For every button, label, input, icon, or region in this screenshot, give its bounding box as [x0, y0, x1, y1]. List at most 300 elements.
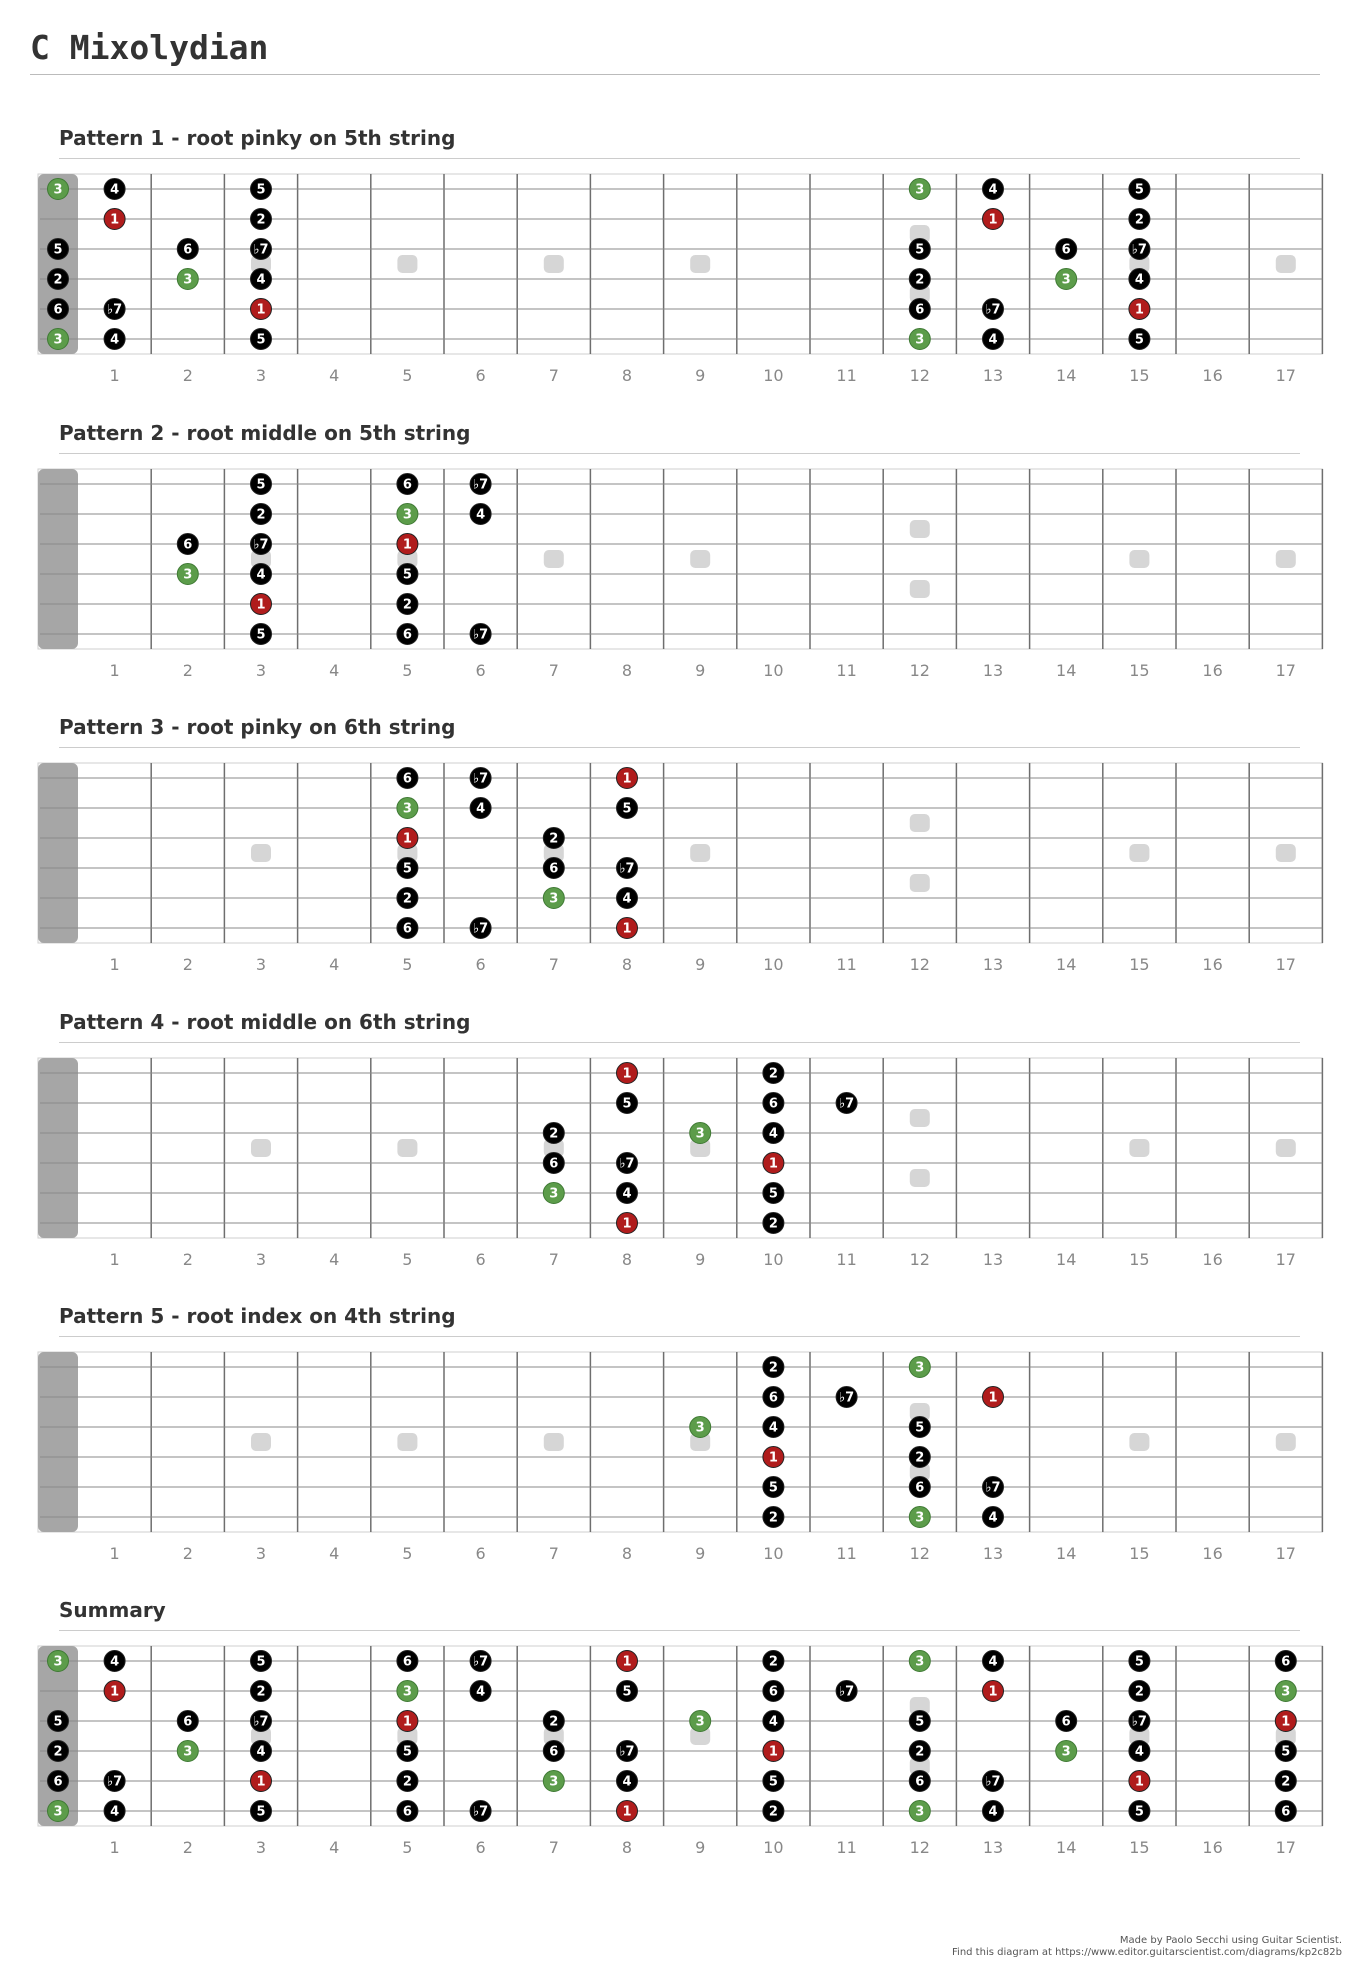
note-dot[interactable]	[104, 299, 125, 320]
fret-number: 8	[621, 366, 633, 385]
note-dot[interactable]	[1129, 1651, 1150, 1672]
note-dot[interactable]	[104, 1681, 125, 1702]
fret-number: 9	[695, 366, 706, 385]
note-label: 3	[183, 567, 193, 583]
note-label: 5	[622, 1684, 632, 1700]
note-label: 5	[1134, 1804, 1144, 1820]
fret-number: 1	[109, 955, 120, 974]
note-label: ♭7	[473, 627, 489, 643]
pattern-title: Pattern 1 - root pinky on 5th string	[59, 126, 456, 150]
fret-number: 14	[1056, 1250, 1077, 1269]
note-label: 1	[402, 831, 412, 847]
credit-author: Made by Paolo Secchi using Guitar Scientist.	[1119, 1935, 1342, 1946]
fret-number: 11	[836, 1250, 857, 1269]
fret-number: 6	[475, 1544, 486, 1563]
note-dot[interactable]	[909, 179, 930, 200]
fret-number: 16	[1202, 1838, 1223, 1857]
fret-number: 13	[982, 1544, 1004, 1563]
note-dot[interactable]	[543, 888, 564, 909]
note-dot[interactable]	[1056, 1741, 1077, 1762]
note-dot[interactable]	[251, 209, 272, 230]
note-dot[interactable]	[617, 798, 638, 819]
note-dot[interactable]	[690, 1711, 711, 1732]
fret-inlay	[1276, 255, 1296, 273]
note-dot[interactable]	[251, 504, 272, 525]
fret-number: 14	[1056, 1544, 1077, 1563]
note-dot[interactable]	[48, 239, 69, 260]
note-label: 1	[402, 537, 412, 553]
fret-inlay	[251, 1433, 271, 1451]
note-label: ♭7	[985, 1774, 1001, 1790]
note-dot[interactable]	[1275, 1741, 1296, 1762]
note-dot[interactable]	[1056, 239, 1077, 260]
note-dot[interactable]	[763, 1093, 784, 1114]
note-dot[interactable]	[763, 1153, 784, 1174]
note-label: 1	[768, 1156, 778, 1172]
fret-inlay	[1129, 1139, 1149, 1157]
note-dot[interactable]	[251, 329, 272, 350]
note-dot[interactable]	[48, 1711, 69, 1732]
note-label: 6	[1061, 1714, 1071, 1730]
nut	[38, 1646, 78, 1826]
fret-number: 14	[1056, 955, 1077, 974]
note-label: 4	[476, 801, 486, 817]
note-dot[interactable]	[836, 1093, 857, 1114]
note-dot[interactable]	[48, 1801, 69, 1822]
note-dot[interactable]	[983, 1681, 1004, 1702]
fret-number: 1	[109, 661, 120, 680]
note-dot[interactable]	[1129, 269, 1150, 290]
note-dot[interactable]	[1129, 1681, 1150, 1702]
fret-number: 1	[109, 1544, 120, 1563]
note-dot[interactable]	[617, 858, 638, 879]
note-label: ♭7	[107, 302, 123, 318]
fret-number: 10	[763, 955, 784, 974]
note-dot[interactable]	[251, 269, 272, 290]
note-dot[interactable]	[397, 564, 418, 585]
note-dot[interactable]	[1056, 1711, 1077, 1732]
note-dot[interactable]	[543, 858, 564, 879]
note-label: 1	[622, 1066, 632, 1082]
note-dot[interactable]	[177, 269, 198, 290]
note-label: 1	[622, 921, 632, 937]
note-dot[interactable]	[48, 269, 69, 290]
note-label: 2	[915, 272, 925, 288]
note-dot[interactable]	[251, 1681, 272, 1702]
note-dot[interactable]	[983, 1651, 1004, 1672]
fret-number: 2	[182, 1250, 193, 1269]
pattern-divider	[59, 453, 1300, 454]
pattern-title: Pattern 5 - root index on 4th string	[59, 1304, 456, 1328]
pattern-title: Summary	[59, 1598, 166, 1622]
note-label: ♭7	[839, 1390, 855, 1406]
note-label: 6	[549, 861, 559, 877]
note-label: 2	[768, 1804, 778, 1820]
note-dot[interactable]	[763, 1447, 784, 1468]
note-label: 4	[622, 891, 632, 907]
fret-number: 17	[1275, 1544, 1296, 1563]
fretboard	[0, 1646, 1320, 1866]
note-dot[interactable]	[397, 798, 418, 819]
fret-number: 8	[621, 1544, 633, 1563]
fret-number: 6	[475, 1250, 486, 1269]
note-dot[interactable]	[983, 1507, 1004, 1528]
fret-number: 5	[402, 955, 413, 974]
fret-number: 11	[836, 1838, 857, 1857]
note-dot[interactable]	[909, 269, 930, 290]
note-label: 6	[1061, 242, 1071, 258]
fret-inlay	[544, 550, 564, 568]
fret-number: 8	[621, 1838, 633, 1857]
note-dot[interactable]	[909, 1507, 930, 1528]
note-label: 5	[1134, 1654, 1144, 1670]
note-dot[interactable]	[836, 1681, 857, 1702]
note-dot[interactable]	[617, 1771, 638, 1792]
note-dot[interactable]	[909, 1447, 930, 1468]
note-dot[interactable]	[983, 179, 1004, 200]
fret-number: 17	[1275, 955, 1296, 974]
note-dot[interactable]	[48, 329, 69, 350]
fret-number: 9	[695, 661, 706, 680]
note-dot[interactable]	[251, 474, 272, 495]
note-dot[interactable]	[763, 1711, 784, 1732]
note-dot[interactable]	[617, 1183, 638, 1204]
note-dot[interactable]	[763, 1357, 784, 1378]
note-dot[interactable]	[909, 1651, 930, 1672]
fret-number: 7	[548, 366, 559, 385]
pattern-title: Pattern 2 - root middle on 5th string	[59, 421, 471, 445]
note-dot[interactable]	[397, 1651, 418, 1672]
note-label: 2	[549, 1714, 559, 1730]
note-dot[interactable]	[397, 624, 418, 645]
note-dot[interactable]	[251, 179, 272, 200]
note-dot[interactable]	[48, 1741, 69, 1762]
note-dot[interactable]	[1129, 239, 1150, 260]
note-dot[interactable]	[177, 239, 198, 260]
note-dot[interactable]	[104, 179, 125, 200]
note-dot[interactable]	[251, 624, 272, 645]
note-dot[interactable]	[397, 594, 418, 615]
fret-number: 13	[982, 1838, 1004, 1857]
note-dot[interactable]	[251, 1711, 272, 1732]
note-dot[interactable]	[763, 1417, 784, 1438]
note-dot[interactable]	[909, 1357, 930, 1378]
note-dot[interactable]	[617, 1651, 638, 1672]
note-dot[interactable]	[909, 1477, 930, 1498]
note-label: 3	[53, 182, 63, 198]
note-dot[interactable]	[1275, 1681, 1296, 1702]
note-dot[interactable]	[763, 1387, 784, 1408]
note-dot[interactable]	[470, 504, 491, 525]
fret-inlay	[544, 1433, 564, 1451]
note-dot[interactable]	[909, 1741, 930, 1762]
note-dot[interactable]	[763, 1771, 784, 1792]
note-dot[interactable]	[617, 768, 638, 789]
note-label: ♭7	[473, 1654, 489, 1670]
note-label: 3	[1061, 1744, 1071, 1760]
note-dot[interactable]	[763, 1741, 784, 1762]
note-dot[interactable]	[983, 209, 1004, 230]
note-dot[interactable]	[763, 1063, 784, 1084]
note-dot[interactable]	[1275, 1651, 1296, 1672]
note-label: 1	[768, 1450, 778, 1466]
fret-number: 16	[1202, 1250, 1223, 1269]
note-dot[interactable]	[1056, 269, 1077, 290]
note-dot[interactable]	[470, 768, 491, 789]
note-dot[interactable]	[470, 1651, 491, 1672]
note-label: 4	[256, 1744, 266, 1760]
note-label: 6	[53, 1774, 63, 1790]
note-dot[interactable]	[177, 1711, 198, 1732]
note-label: 5	[256, 477, 266, 493]
note-dot[interactable]	[397, 1711, 418, 1732]
note-dot[interactable]	[397, 474, 418, 495]
note-dot[interactable]	[543, 828, 564, 849]
note-dot[interactable]	[543, 1741, 564, 1762]
note-dot[interactable]	[48, 1771, 69, 1792]
fret-number: 15	[1129, 1838, 1150, 1857]
note-dot[interactable]	[1129, 1771, 1150, 1792]
note-dot[interactable]	[251, 534, 272, 555]
note-dot[interactable]	[1129, 329, 1150, 350]
note-label: 6	[402, 1654, 412, 1670]
note-label: 5	[622, 1096, 632, 1112]
note-dot[interactable]	[397, 888, 418, 909]
note-dot[interactable]	[543, 1183, 564, 1204]
note-dot[interactable]	[251, 1741, 272, 1762]
note-dot[interactable]	[397, 828, 418, 849]
fret-number: 5	[402, 1838, 413, 1857]
note-label: 4	[622, 1186, 632, 1202]
note-dot[interactable]	[397, 858, 418, 879]
note-dot[interactable]	[690, 1123, 711, 1144]
note-dot[interactable]	[983, 1771, 1004, 1792]
fret-number: 6	[475, 661, 486, 680]
fret-number: 15	[1129, 1544, 1150, 1563]
nut	[38, 174, 78, 354]
note-dot[interactable]	[104, 1771, 125, 1792]
note-dot[interactable]	[104, 329, 125, 350]
note-label: 6	[402, 627, 412, 643]
note-dot[interactable]	[1275, 1801, 1296, 1822]
fret-number: 14	[1056, 661, 1077, 680]
note-dot[interactable]	[909, 329, 930, 350]
fret-inlay	[1276, 1139, 1296, 1157]
fret-inlay	[910, 1169, 930, 1187]
note-dot[interactable]	[251, 239, 272, 260]
note-dot[interactable]	[543, 1711, 564, 1732]
note-dot[interactable]	[104, 1801, 125, 1822]
note-dot[interactable]	[909, 1801, 930, 1822]
note-dot[interactable]	[397, 918, 418, 939]
note-dot[interactable]	[48, 179, 69, 200]
note-dot[interactable]	[983, 1801, 1004, 1822]
note-label: ♭7	[253, 1714, 269, 1730]
note-dot[interactable]	[617, 1093, 638, 1114]
fret-inlay	[690, 844, 710, 862]
note-dot[interactable]	[1275, 1771, 1296, 1792]
note-label: 3	[915, 1804, 925, 1820]
note-label: 5	[768, 1774, 778, 1790]
note-dot[interactable]	[251, 1801, 272, 1822]
title-divider	[30, 74, 1320, 75]
note-dot[interactable]	[470, 1801, 491, 1822]
note-dot[interactable]	[397, 504, 418, 525]
note-label: 4	[988, 1654, 998, 1670]
note-dot[interactable]	[470, 624, 491, 645]
note-dot[interactable]	[1129, 209, 1150, 230]
note-dot[interactable]	[763, 1801, 784, 1822]
note-dot[interactable]	[48, 1651, 69, 1672]
fret-number: 3	[255, 661, 267, 680]
note-dot[interactable]	[470, 1681, 491, 1702]
note-label: 2	[768, 1654, 778, 1670]
note-dot[interactable]	[251, 299, 272, 320]
note-dot[interactable]	[836, 1387, 857, 1408]
nut	[38, 469, 78, 649]
note-dot[interactable]	[1129, 1711, 1150, 1732]
note-dot[interactable]	[909, 1771, 930, 1792]
note-dot[interactable]	[983, 1477, 1004, 1498]
note-label: 5	[1134, 332, 1144, 348]
note-dot[interactable]	[397, 1741, 418, 1762]
note-dot[interactable]	[617, 1681, 638, 1702]
note-label: 6	[768, 1096, 778, 1112]
note-label: 4	[110, 1654, 120, 1670]
note-dot[interactable]	[470, 918, 491, 939]
note-dot[interactable]	[397, 1801, 418, 1822]
note-dot[interactable]	[251, 1771, 272, 1792]
note-dot[interactable]	[617, 918, 638, 939]
note-label: 1	[402, 1714, 412, 1730]
fret-number: 12	[909, 1250, 930, 1269]
note-label: 5	[622, 801, 632, 817]
fret-inlay	[397, 1433, 417, 1451]
note-label: 1	[768, 1744, 778, 1760]
note-label: 4	[256, 272, 266, 288]
note-label: 6	[768, 1390, 778, 1406]
note-label: 4	[476, 507, 486, 523]
fret-number: 14	[1056, 1838, 1077, 1857]
note-label: 2	[768, 1216, 778, 1232]
note-label: 3	[1061, 272, 1071, 288]
note-label: 5	[53, 1714, 63, 1730]
note-label: 4	[988, 182, 998, 198]
note-dot[interactable]	[470, 474, 491, 495]
note-dot[interactable]	[397, 1771, 418, 1792]
note-dot[interactable]	[617, 1153, 638, 1174]
note-label: 6	[915, 1774, 925, 1790]
note-label: 2	[549, 1126, 559, 1142]
note-dot[interactable]	[909, 1711, 930, 1732]
note-dot[interactable]	[397, 534, 418, 555]
fret-inlay	[1129, 550, 1149, 568]
note-label: 3	[549, 1186, 559, 1202]
credit-link[interactable]: Find this diagram at https://www.editor.guitarscientist.com/diagrams/kp2c82b	[952, 1947, 1342, 1958]
note-dot[interactable]	[763, 1213, 784, 1234]
fret-number: 13	[982, 1250, 1004, 1269]
note-label: ♭7	[253, 537, 269, 553]
note-dot[interactable]	[1129, 179, 1150, 200]
note-dot[interactable]	[177, 1741, 198, 1762]
note-dot[interactable]	[397, 768, 418, 789]
note-dot[interactable]	[251, 594, 272, 615]
note-dot[interactable]	[177, 564, 198, 585]
note-label: 6	[549, 1156, 559, 1172]
note-label: 5	[402, 567, 412, 583]
note-dot[interactable]	[617, 1213, 638, 1234]
fret-number: 9	[695, 1544, 706, 1563]
page-title: C Mixolydian	[30, 28, 269, 67]
note-dot[interactable]	[909, 1417, 930, 1438]
note-label: ♭7	[473, 771, 489, 787]
note-dot[interactable]	[397, 1681, 418, 1702]
note-dot[interactable]	[251, 1651, 272, 1672]
note-label: 1	[1281, 1714, 1291, 1730]
note-label: 2	[1134, 212, 1144, 228]
note-dot[interactable]	[104, 1651, 125, 1672]
note-dot[interactable]	[763, 1651, 784, 1672]
note-dot[interactable]	[690, 1417, 711, 1438]
note-label: 2	[768, 1066, 778, 1082]
note-dot[interactable]	[617, 888, 638, 909]
note-dot[interactable]	[763, 1681, 784, 1702]
fret-number: 5	[402, 1250, 413, 1269]
note-dot[interactable]	[251, 564, 272, 585]
note-label: ♭7	[1131, 1714, 1147, 1730]
note-dot[interactable]	[470, 798, 491, 819]
note-dot[interactable]	[543, 1771, 564, 1792]
fret-number: 17	[1275, 1838, 1296, 1857]
note-dot[interactable]	[983, 1387, 1004, 1408]
note-dot[interactable]	[983, 299, 1004, 320]
note-label: ♭7	[985, 302, 1001, 318]
note-label: 3	[183, 272, 193, 288]
fret-number: 9	[695, 955, 706, 974]
note-dot[interactable]	[1129, 1741, 1150, 1762]
fret-number: 12	[909, 1838, 930, 1857]
note-label: 3	[53, 1804, 63, 1820]
note-dot[interactable]	[617, 1741, 638, 1762]
note-dot[interactable]	[1129, 1801, 1150, 1822]
fret-number: 4	[329, 661, 340, 680]
note-label: 6	[183, 242, 193, 258]
note-dot[interactable]	[104, 209, 125, 230]
note-dot[interactable]	[543, 1153, 564, 1174]
note-label: 5	[768, 1186, 778, 1202]
note-dot[interactable]	[48, 299, 69, 320]
fret-number: 6	[475, 366, 486, 385]
note-dot[interactable]	[909, 239, 930, 260]
fret-number: 4	[329, 1838, 340, 1857]
note-dot[interactable]	[983, 329, 1004, 350]
note-dot[interactable]	[543, 1123, 564, 1144]
note-dot[interactable]	[617, 1063, 638, 1084]
note-dot[interactable]	[1275, 1711, 1296, 1732]
note-label: 1	[622, 1216, 632, 1232]
note-label: 5	[256, 1654, 266, 1670]
note-dot[interactable]	[177, 534, 198, 555]
note-dot[interactable]	[1129, 299, 1150, 320]
note-label: 2	[402, 597, 412, 613]
note-dot[interactable]	[617, 1801, 638, 1822]
note-dot[interactable]	[909, 299, 930, 320]
note-dot[interactable]	[763, 1123, 784, 1144]
note-dot[interactable]	[763, 1477, 784, 1498]
note-dot[interactable]	[763, 1507, 784, 1528]
note-label: 5	[1134, 182, 1144, 198]
note-dot[interactable]	[763, 1183, 784, 1204]
